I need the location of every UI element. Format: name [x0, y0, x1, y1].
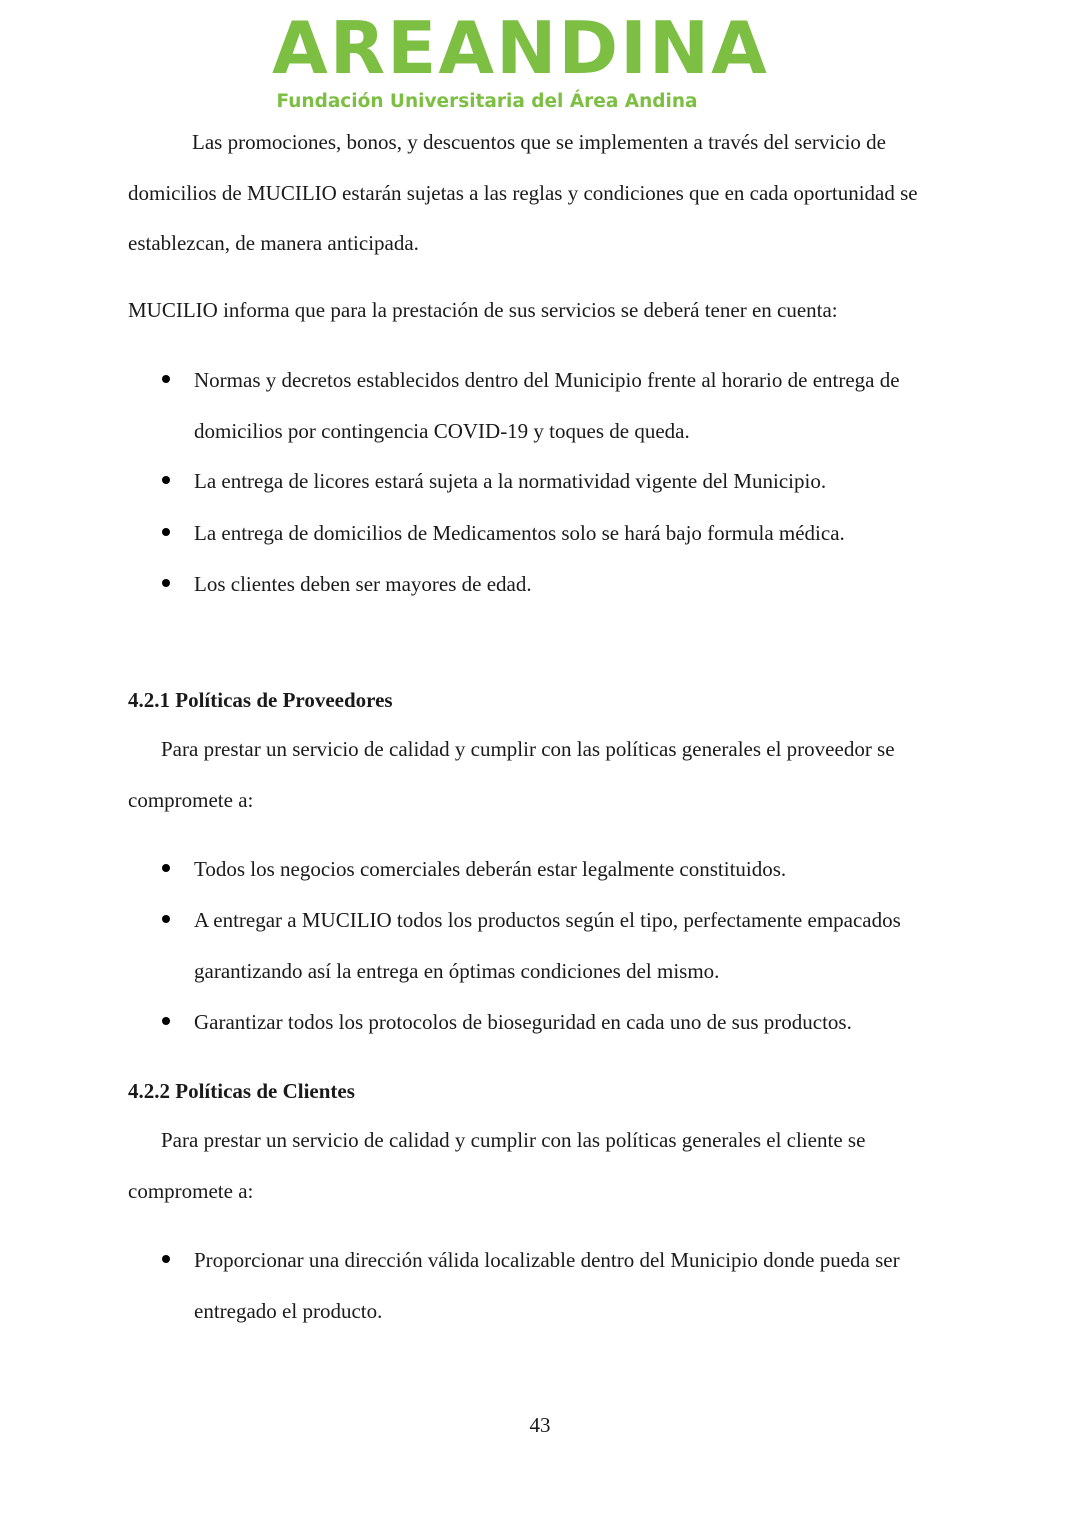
list-item-text: Todos los negocios comerciales deberán estar legalmente constituidos. — [194, 857, 787, 881]
bullet-icon — [162, 915, 170, 923]
page-number: 43 — [529, 1413, 551, 1437]
section-heading-clients: 4.2.2 Políticas de Clientes — [128, 1079, 355, 1103]
bullet-icon — [162, 476, 170, 484]
list-item-text: Proporcionar una dirección válida localizable dentro del Municipio donde pueda ser entregado el producto. — [194, 1248, 900, 1323]
bullet-icon — [162, 375, 170, 383]
list-item-text: Garantizar todos los protocolos de bioseguridad en cada uno de sus productos. — [194, 1010, 852, 1034]
bullet-icon — [162, 579, 170, 587]
intro-paragraph-2: MUCILIO informa que para la prestación de sus servicios se deberá tener en cuenta: — [128, 298, 838, 322]
clients-paragraph: Para prestar un servicio de calidad y cumplir con las políticas generales el cliente se compromete a: — [128, 1128, 866, 1203]
bullet-icon — [162, 1255, 170, 1263]
areandina-logo — [272, 6, 769, 118]
list-item-text: La entrega de licores estará sujeta a la normatividad vigente del Municipio. — [194, 469, 827, 493]
logo-subtitle: Fundación Universitaria del Área Andina — [276, 91, 698, 112]
list-item-text: Normas y decretos establecidos dentro del Municipio frente al horario de entrega de domicilios por contingencia COVID-19 y toques de queda. — [194, 368, 900, 443]
list-item-text: Los clientes deben ser mayores de edad. — [194, 572, 532, 596]
providers-paragraph: Para prestar un servicio de calidad y cumplir con las políticas generales el proveedor se compromete a: — [128, 737, 895, 812]
list-item-text: A entregar a MUCILIO todos los productos según el tipo, perfectamente empacados garantizando así la entrega en óptimas condiciones del mismo. — [194, 908, 901, 983]
list-item-text: La entrega de domicilios de Medicamentos solo se hará bajo formula médica. — [194, 521, 845, 545]
bullet-icon — [162, 864, 170, 872]
bullet-icon — [162, 528, 170, 536]
bullet-icon — [162, 1017, 170, 1025]
section-heading-providers: 4.2.1 Políticas de Proveedores — [128, 688, 393, 712]
logo-wordmark: AREANDINA — [272, 6, 769, 90]
intro-paragraph-1: Las promociones, bonos, y descuentos que se implementen a través del servicio de domicilios de MUCILIO estarán sujetas a las reglas y condiciones que en cada oportunidad se establezcan, de manera anticipada. — [128, 130, 918, 255]
